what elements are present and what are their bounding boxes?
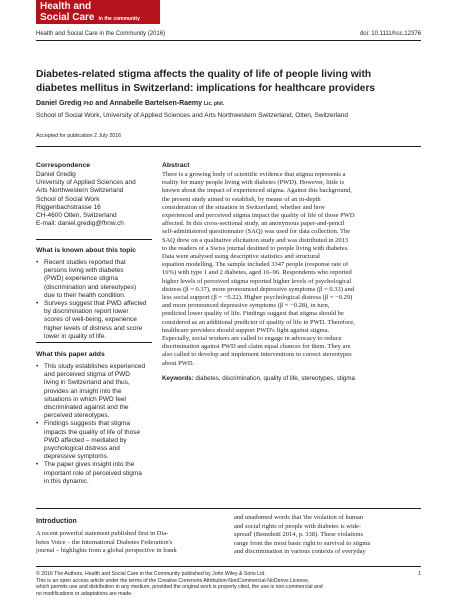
abstract-line: known about the impact of experienced stigma. Against this background,	[162, 187, 352, 195]
abstract-line: predicted lower quality of life. Findings suggest that stigma should be	[162, 310, 344, 318]
abstract-heading: Abstract	[162, 162, 190, 169]
license-footer: © 2016 The Authors. Health and Social Care in the Community published by John Wiley & Sons Ltd. This is an open access article under the terms of the Creative Commons Attribution-NonCommercial-NoDerivs License, which permits use and distribution in any medium, provided the original work is properly cited, the use is non-commercial and no modifications or adaptations are made.	[36, 571, 323, 597]
abstract-line: consideration of the situation in Switzerland, whether and how	[162, 203, 326, 211]
abstract-line: SAQ drew on a qualitative elicitation study and was distributed in 2013	[162, 236, 349, 244]
abstract-line: distress (β = 0.37), more pronounced depressive symptoms (β = 0.33) and	[162, 285, 354, 293]
abstract-line: 16%) with type 1 and 2 diabetes, aged 16–96. Respondents who reported	[162, 269, 352, 277]
abstract-line: about PWD.	[162, 359, 195, 367]
abstract-line: also called to develop and implement interventions to correct stereotypes	[162, 351, 352, 359]
logo-line2: Social Care in the community	[40, 12, 140, 23]
list-item: • This study establishes experienced and perceived stigma of PWD living in Switzerland and thus, provides an insight into the situations in which PWD feel discriminated against and the perceived stereotypes.	[36, 363, 146, 420]
abstract-line: considered as an additional predictor of quality of life in PWD. Therefore,	[162, 318, 355, 326]
abstract-line: the present study aimed to establish, by means of an in-depth	[162, 195, 321, 203]
abstract-line: higher levels of perceived stigma reported higher levels of psychological	[162, 277, 352, 285]
title-rule	[36, 146, 421, 147]
correspondence-heading: Correspondence	[36, 162, 91, 169]
adds-heading: What this paper adds	[36, 351, 105, 358]
abstract-line: self-administered questionnaire (SAQ) was used for data collection. The	[162, 228, 351, 236]
introduction-heading: Introduction	[36, 518, 77, 525]
header-rule	[36, 40, 421, 41]
intro-left-column: A recent powerful statement published first in Dia- betes Voice – the International Diabetes Federation's journal – highlights from a global perspective in frank	[36, 530, 177, 555]
logo-line1: Health and	[40, 1, 92, 12]
abstract-line: and more pronounced depressive symptoms (β = −0.28), in turn,	[162, 302, 330, 310]
accepted-date: Accepted for publication 2 July 2016	[36, 133, 122, 139]
list-item: • Surveys suggest that PWD affected by discrimination report lower scores of well-being, experience higher levels of distress and score lower in quality of life.	[36, 300, 147, 340]
section-rule	[36, 508, 421, 509]
abstract-line: There is a growing body of scientific evidence that stigma represents a	[162, 171, 346, 178]
abstract-line: experienced and perceived stigma impact the quality of life of those PWD	[162, 212, 355, 220]
correspondence-block: Daniel Gredig University of Applied Sciences and Arts Northwestern Switzerland School of Social Work Riggenbachstrasse 16 CH-4600 Olten, Switzerland E-mail: daniel.gredig@fhnw.ch	[36, 171, 136, 228]
abstract-line: discrimination against PWD and claim equal chances for them. They are	[162, 343, 351, 351]
abstract-line: less social support (β = −0.22). Higher psychological distress (β = −0.29)	[162, 294, 353, 302]
list-item: • Findings suggests that stigma impacts the quality of life of those PWD affected – mediated by psychological distress and depressive symptoms.	[36, 420, 141, 461]
known-heading: What is known about this topic	[36, 247, 137, 254]
footer-rule	[36, 566, 421, 567]
sidebar-rule	[36, 342, 152, 343]
list-item: • The paper gives insight into the important role of perceived stigma in this dynamic.	[36, 461, 142, 485]
abstract-line: reality for many people living with diabetes (PWD). However, little is	[162, 179, 345, 187]
article-title: Diabetes-related stigma affects the quality of life of people living with diabetes mellitus in Switzerland: implications for healthcare providers	[36, 69, 376, 94]
correspondence-email[interactable]: E-mail: daniel.gredig@fhnw.ch	[36, 220, 124, 228]
known-list	[36, 259, 152, 341]
journal-logo	[36, 0, 160, 24]
abstract-line: to the readers of a Swiss journal destined to people living with diabetes.	[162, 244, 349, 252]
logo-tagline: in the community	[98, 16, 140, 22]
abstract-line: affected. In this cross-sectional study, an anonymous paper-and-pencil	[162, 220, 345, 228]
abstract-line: equation modelling. The sample included 3347 people (response rate of	[162, 261, 349, 269]
abstract-line: Data were analysed using descriptive statistics and structural	[162, 253, 320, 261]
journal-citation: Health and Social Care in the Community (2016)	[36, 31, 166, 37]
intro-right-column: and unadorned words that 'the violation of human and social rights of people with diabetes is wide- spread' (Benedetti 2014, p. 338). These violations range from the most basic right to survival to stigma and discrimination in various contexts of everyday	[234, 514, 371, 556]
doi[interactable]: doi: 10.1111/hsc.12376	[359, 31, 421, 37]
adds-list	[36, 363, 152, 486]
list-item: • Recent studies reported that persons living with diabetes (PWD) experience stigma (discrimination and stereotypes) due to their health condition.	[36, 259, 137, 299]
affiliation: School of Social Work, University of Applied Sciences and Arts Northwestern Switzerland, Olten, Switzerland	[36, 112, 349, 119]
authors: Daniel Gredig PhD and Annabelle Bartelsen-Raemy Lic. phil.	[36, 100, 225, 107]
abstract-line: Especially, social workers are called to engage in advocacy to reduce	[162, 335, 342, 343]
sidebar-rule	[36, 239, 152, 240]
page-number: 1	[417, 571, 421, 577]
abstract-line: healthcare providers should support PWD's fight against stigma.	[162, 326, 330, 334]
abstract-body	[162, 171, 424, 368]
keywords: Keywords: diabetes, discrimination, quality of life, stereotypes, stigma	[162, 375, 355, 382]
